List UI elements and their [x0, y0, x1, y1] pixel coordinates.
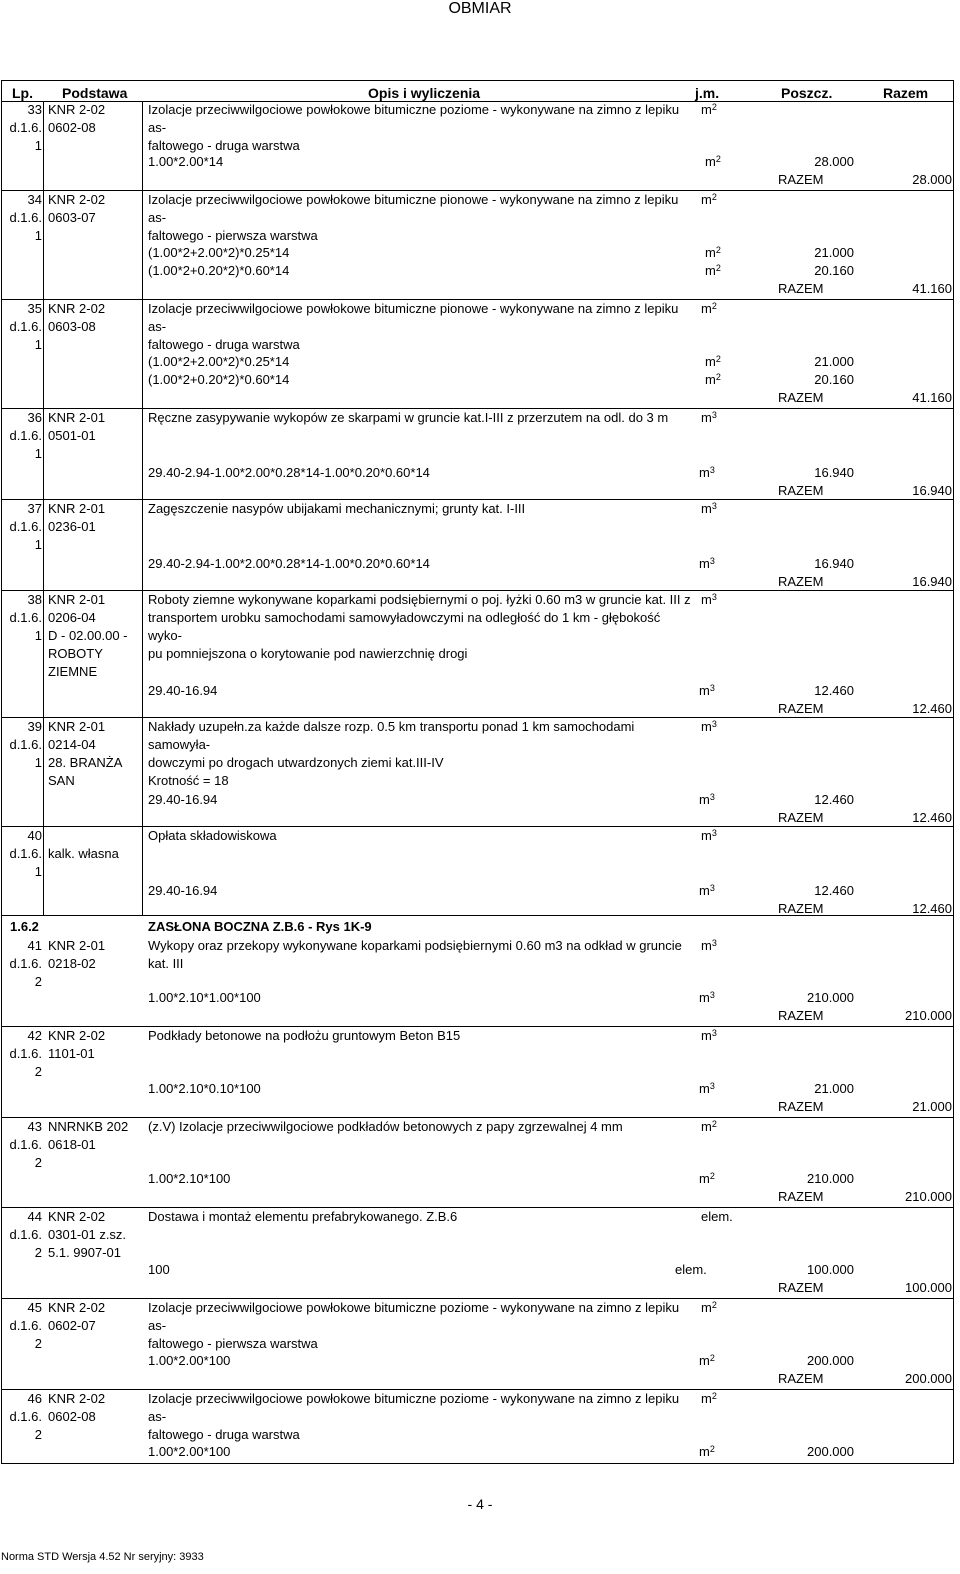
lp-line: 1 [34, 537, 42, 552]
basis-line: KNR 2-01 [48, 501, 106, 516]
row-divider [2, 915, 953, 916]
calc-unit-exponent: 3 [709, 990, 715, 1000]
razem-label: RAZEM [778, 1189, 824, 1204]
basis-line: 0602-08 [48, 120, 96, 135]
basis-line: KNR 2-01 [48, 719, 106, 734]
lp-line: 46 [27, 1391, 42, 1406]
unit-exponent: 2 [711, 1300, 717, 1310]
basis-line: 28. BRANŻA [48, 755, 123, 770]
page-title: OBMIAR [448, 0, 512, 17]
lp-line: d.1.6. [9, 1046, 42, 1061]
calc-value: 21.000 [814, 245, 854, 260]
basis-line: KNR 2-02 [48, 301, 106, 316]
calc-unit-exponent: 2 [709, 1444, 715, 1454]
unit-text: m [701, 938, 712, 953]
calc-expression: 29.40-16.94 [148, 792, 218, 807]
calc-value: 20.160 [814, 372, 854, 387]
calc-unit-text: m [699, 465, 710, 480]
item-basis [48, 1390, 138, 1426]
header-razem: Razem [883, 85, 929, 101]
calc-expression: 1.00*2.00*14 [148, 154, 224, 169]
header-podstawa: Podstawa [62, 85, 128, 101]
basis-line: 0206-04 [48, 610, 96, 625]
basis-line: KNR 2-01 [48, 410, 106, 425]
basis-line: 0236-01 [48, 519, 96, 534]
description-line: Zagęszczenie nasypów ubijakami mechanicznymi; grunty kat. I-III [148, 501, 526, 516]
calc-expression: 1.00*2.00*100 [148, 1353, 231, 1368]
lp-line: 2 [34, 1064, 42, 1079]
item-description [148, 500, 696, 518]
calc-unit-text: m [699, 1444, 710, 1459]
basis-line: KNR 2-02 [48, 1300, 106, 1315]
lp-line: 36 [27, 410, 42, 425]
calc-expression: 1.00*2.10*0.10*100 [148, 1081, 261, 1096]
calc-unit-exponent: 2 [709, 1171, 715, 1181]
header-poszcz: Poszcz. [781, 85, 833, 101]
item-unit [701, 191, 717, 209]
unit-exponent: 2 [711, 301, 717, 311]
item-description [148, 1299, 696, 1353]
razem-value: 100.000 [905, 1280, 952, 1295]
description-line: (z.V) Izolacje przeciwwilgociowe podkładów betonowych z papy zgrzewalnej 4 mm [148, 1119, 623, 1134]
razem-label: RAZEM [778, 281, 824, 296]
item-lp [2, 409, 42, 463]
row-divider [2, 190, 953, 191]
basis-line: 0602-07 [48, 1318, 96, 1333]
row-divider [2, 826, 953, 827]
calc-unit-exponent: 3 [709, 792, 715, 802]
unit-exponent: 3 [711, 501, 717, 511]
item-basis [48, 718, 138, 790]
basis-line: SAN [48, 773, 75, 788]
col-divider-podstawa [142, 101, 143, 916]
measurement-table [1, 80, 954, 1464]
unit-text: m [701, 1119, 712, 1134]
item-basis [48, 409, 138, 445]
lp-line: d.1.6. [9, 428, 42, 443]
description-line: Izolacje przeciwwilgociowe powłokowe bitumiczne poziome - wykonywane na zimno z lepiku as- [148, 1300, 680, 1333]
description-line: Nakłady uzupełn.za każde dalsze rozp. 0.5 km transportu ponad 1 km samochodami samowyła- [148, 719, 635, 752]
lp-line: 2 [34, 1155, 42, 1170]
calc-unit-text: m [699, 683, 710, 698]
item-description [148, 827, 696, 845]
basis-line: kalk. własna [48, 846, 119, 861]
item-description [148, 191, 696, 245]
basis-line: 1101-01 [48, 1046, 95, 1061]
calc-value: 21.000 [814, 1081, 854, 1096]
razem-value: 12.460 [912, 810, 952, 825]
calc-expression: 100 [148, 1262, 170, 1277]
item-description [148, 718, 696, 790]
calc-unit-text: m [699, 990, 710, 1005]
razem-value: 12.460 [912, 701, 952, 716]
item-lp [2, 1027, 42, 1081]
razem-label: RAZEM [778, 701, 824, 716]
unit-text: m [701, 501, 712, 516]
lp-line: 1 [34, 228, 42, 243]
lp-line: d.1.6. [9, 610, 42, 625]
calc-unit-text: m [705, 354, 716, 369]
lp-line: d.1.6. [9, 319, 42, 334]
basis-line [48, 827, 138, 845]
lp-line: 38 [27, 592, 42, 607]
calc-expression: 1.00*2.10*1.00*100 [148, 990, 261, 1005]
razem-value: 21.000 [912, 1099, 952, 1114]
basis-line: KNR 2-01 [48, 592, 106, 607]
calc-expression: (1.00*2+2.00*2)*0.25*14 [148, 354, 290, 369]
description-line: transportem urobku samochodami samowyładowczymi na odległość do 1 km - głębokość wyko- [148, 610, 661, 643]
description-line: faltowego - pierwsza warstwa [148, 1336, 318, 1351]
lp-line: 2 [34, 1245, 42, 1260]
calc-expression: 29.40-2.94-1.00*2.00*0.28*14-1.00*0.20*0.60*14 [148, 465, 430, 480]
razem-value: 41.160 [912, 281, 952, 296]
description-line: Podkłady betonowe na podłożu gruntowym Beton B15 [148, 1028, 461, 1043]
item-basis [48, 1118, 138, 1154]
unit-exponent: 2 [711, 1391, 717, 1401]
razem-label: RAZEM [778, 390, 824, 405]
description-line: Opłata składowiskowa [148, 828, 277, 843]
basis-line: 0301-01 z.sz. [48, 1227, 127, 1242]
lp-line: 40 [27, 828, 42, 843]
item-basis [48, 101, 138, 137]
lp-line: 1 [34, 628, 42, 643]
description-line: Ręczne zasypywanie wykopów ze skarpami w gruncie kat.I-III z przerzutem na odl. do 3 m [148, 410, 669, 425]
lp-line: d.1.6. [9, 519, 42, 534]
calc-unit-text: m [705, 154, 716, 169]
section-number: 1.6.2 [10, 919, 39, 934]
unit-exponent: 3 [711, 828, 717, 838]
basis-line: 0501-01 [48, 428, 96, 443]
lp-line: 2 [34, 1336, 42, 1351]
item-unit [701, 827, 717, 845]
item-unit [701, 500, 717, 518]
calc-unit-text: m [699, 556, 710, 571]
item-description [148, 1027, 696, 1045]
basis-line: 0218-02 [48, 956, 96, 971]
header-opis: Opis i wyliczenia [368, 85, 481, 101]
calc-unit-text: elem. [675, 1262, 707, 1277]
unit-exponent: 2 [711, 192, 717, 202]
razem-label: RAZEM [778, 1280, 824, 1295]
col-divider-lp [43, 101, 44, 916]
item-unit [701, 101, 717, 119]
razem-label: RAZEM [778, 810, 824, 825]
calc-unit-text: m [699, 792, 710, 807]
item-description [148, 1390, 696, 1444]
unit-text: m [701, 410, 712, 425]
calc-unit-text: m [705, 263, 716, 278]
unit-text: m [701, 592, 712, 607]
item-unit [701, 1118, 717, 1136]
item-basis [48, 1299, 138, 1335]
razem-label: RAZEM [778, 1371, 824, 1386]
lp-line: 1 [34, 138, 42, 153]
calc-expression: 1.00*2.00*100 [148, 1444, 231, 1459]
item-lp [2, 300, 42, 354]
item-description [148, 1118, 696, 1136]
lp-line: d.1.6. [9, 120, 42, 135]
calc-value: 100.000 [807, 1262, 854, 1277]
lp-line: 2 [34, 1427, 42, 1442]
item-lp [2, 101, 42, 155]
razem-label: RAZEM [778, 574, 824, 589]
row-divider [2, 717, 953, 718]
item-basis [48, 827, 138, 863]
lp-line: 37 [27, 501, 42, 516]
description-line: Wykopy oraz przekopy wykonywane koparkami podsiębiernymi 0.60 m3 na odkład w gruncie [148, 938, 682, 953]
calc-value: 210.000 [807, 990, 854, 1005]
lp-line: 33 [27, 102, 42, 117]
razem-value: 200.000 [905, 1371, 952, 1386]
lp-line: 45 [27, 1300, 42, 1315]
basis-line: ROBOTY [48, 646, 103, 661]
item-unit [701, 937, 717, 955]
calc-expression: (1.00*2+0.20*2)*0.60*14 [148, 372, 290, 387]
calc-value: 16.940 [814, 556, 854, 571]
item-lp [2, 827, 42, 881]
item-lp [2, 1299, 42, 1353]
unit-text: m [701, 102, 712, 117]
razem-value: 41.160 [912, 390, 952, 405]
calc-unit-text: m [699, 1081, 710, 1096]
row-divider [2, 1117, 953, 1118]
calc-expression: 29.40-2.94-1.00*2.00*0.28*14-1.00*0.20*0.60*14 [148, 556, 430, 571]
row-divider [2, 299, 953, 300]
item-description [148, 300, 696, 354]
item-description [148, 591, 696, 663]
unit-text: m [701, 301, 712, 316]
unit-text: elem. [701, 1209, 733, 1224]
unit-text: m [701, 1391, 712, 1406]
description-line: Krotność = 18 [148, 773, 229, 788]
description-line: faltowego - druga warstwa [148, 138, 300, 153]
item-lp [2, 718, 42, 772]
basis-line: 0214-04 [48, 737, 96, 752]
row-divider [2, 1389, 953, 1390]
calc-unit-exponent: 3 [709, 556, 715, 566]
unit-exponent: 3 [711, 1028, 717, 1038]
item-lp [2, 1390, 42, 1444]
description-line: kat. III [148, 956, 184, 971]
item-lp [2, 937, 42, 991]
lp-line: 1 [34, 446, 42, 461]
calc-expression: (1.00*2+0.20*2)*0.60*14 [148, 263, 290, 278]
calc-unit-exponent: 2 [715, 372, 721, 382]
calc-expression: 1.00*2.10*100 [148, 1171, 231, 1186]
description-line: pu pomniejszona o korytowanie pod nawierzchnię drogi [148, 646, 468, 661]
unit-text: m [701, 192, 712, 207]
row-divider [2, 408, 953, 409]
basis-line: ZIEMNE [48, 664, 98, 679]
item-description [148, 409, 696, 427]
lp-line: d.1.6. [9, 846, 42, 861]
razem-label: RAZEM [778, 1008, 824, 1023]
item-unit [701, 1027, 717, 1045]
item-basis [48, 1027, 138, 1063]
description-line: faltowego - pierwsza warstwa [148, 228, 318, 243]
lp-line: 41 [27, 938, 42, 953]
description-line: dowczymi po drogach utwardzonych ziemi kat.III-IV [148, 755, 444, 770]
basis-line: 0603-08 [48, 319, 96, 334]
razem-value: 16.940 [912, 574, 952, 589]
calc-unit-exponent: 3 [709, 883, 715, 893]
description-line: Dostawa i montaż elementu prefabrykowanego. Z.B.6 [148, 1209, 458, 1224]
calc-unit-text: m [699, 883, 710, 898]
description-line: Roboty ziemne wykonywane koparkami podsiębiernymi o poj. łyżki 0.60 m3 w gruncie kat. III z [148, 592, 691, 607]
calc-value: 200.000 [807, 1353, 854, 1368]
header-jm: j.m. [695, 85, 720, 101]
footer-note: Norma STD Wersja 4.52 Nr seryjny: 3933 [1, 1551, 204, 1563]
basis-line: 5.1. 9907-01 [48, 1245, 122, 1260]
basis-line: KNR 2-02 [48, 102, 106, 117]
razem-label: RAZEM [778, 1099, 824, 1114]
item-unit [701, 1208, 733, 1226]
lp-line: 34 [27, 192, 42, 207]
unit-text: m [701, 1300, 712, 1315]
calc-expression: 29.40-16.94 [148, 683, 218, 698]
calc-unit-exponent: 2 [709, 1353, 715, 1363]
item-description [148, 1208, 696, 1226]
calc-value: 12.460 [814, 883, 854, 898]
unit-exponent: 3 [711, 592, 717, 602]
calc-unit-text: m [699, 1353, 710, 1368]
unit-text: m [701, 719, 712, 734]
lp-line: d.1.6. [9, 737, 42, 752]
item-basis [48, 191, 138, 227]
lp-line: d.1.6. [9, 1137, 42, 1152]
lp-line: d.1.6. [9, 1409, 42, 1424]
razem-value: 16.940 [912, 483, 952, 498]
basis-line: 0618-01 [48, 1137, 96, 1152]
item-lp [2, 1208, 42, 1262]
calc-value: 16.940 [814, 465, 854, 480]
unit-text: m [701, 1028, 712, 1043]
calc-unit-text: m [705, 245, 716, 260]
calc-value: 210.000 [807, 1171, 854, 1186]
item-basis [48, 937, 138, 973]
lp-line: d.1.6. [9, 956, 42, 971]
row-divider [2, 1207, 953, 1208]
item-description [148, 101, 696, 155]
lp-line: 1 [34, 864, 42, 879]
razem-label: RAZEM [778, 483, 824, 498]
calc-value: 28.000 [814, 154, 854, 169]
calc-value: 12.460 [814, 792, 854, 807]
page-number: - 4 - [467, 1496, 493, 1512]
description-line: Izolacje przeciwwilgociowe powłokowe bitumiczne pionowe - wykonywane na zimno z lepiku as- [148, 301, 679, 334]
item-lp [2, 191, 42, 245]
description-line: Izolacje przeciwwilgociowe powłokowe bitumiczne poziome - wykonywane na zimno z lepiku as- [148, 102, 680, 135]
description-line: faltowego - druga warstwa [148, 337, 300, 352]
lp-line: 2 [34, 974, 42, 989]
calc-value: 200.000 [807, 1444, 854, 1459]
razem-label: RAZEM [778, 901, 824, 916]
basis-line: KNR 2-02 [48, 192, 106, 207]
calc-unit-exponent: 2 [715, 154, 721, 164]
razem-value: 12.460 [912, 901, 952, 916]
calc-expression: (1.00*2+2.00*2)*0.25*14 [148, 245, 290, 260]
item-lp [2, 591, 42, 645]
unit-exponent: 2 [711, 1119, 717, 1129]
item-unit [701, 718, 717, 736]
basis-line: KNR 2-02 [48, 1209, 106, 1224]
item-basis [48, 1208, 138, 1262]
lp-line: 1 [34, 337, 42, 352]
calc-unit-exponent: 2 [715, 245, 721, 255]
description-line: faltowego - druga warstwa [148, 1427, 300, 1442]
unit-exponent: 3 [711, 938, 717, 948]
row-divider [2, 1026, 953, 1027]
basis-line: 0602-08 [48, 1409, 96, 1424]
basis-line: NNRNKB 202 [48, 1119, 129, 1134]
item-description [148, 937, 696, 973]
lp-line: 43 [27, 1119, 42, 1134]
row-divider [2, 499, 953, 500]
item-lp [2, 500, 42, 554]
calc-unit-exponent: 2 [715, 354, 721, 364]
unit-exponent: 3 [711, 410, 717, 420]
section-title: ZASŁONA BOCZNA Z.B.6 - Rys 1K-9 [148, 919, 372, 934]
lp-line: d.1.6. [9, 1318, 42, 1333]
lp-line: 44 [27, 1209, 42, 1224]
calc-unit-exponent: 3 [709, 465, 715, 475]
header-lp: Lp. [12, 85, 33, 101]
basis-line: KNR 2-02 [48, 1028, 106, 1043]
razem-label: RAZEM [778, 172, 824, 187]
calc-unit-text: m [705, 372, 716, 387]
item-unit [701, 300, 717, 318]
basis-line: KNR 2-01 [48, 938, 106, 953]
calc-value: 12.460 [814, 683, 854, 698]
basis-line: D - 02.00.00 - [48, 628, 128, 643]
row-divider [2, 590, 953, 591]
item-basis [48, 591, 138, 681]
item-unit [701, 1390, 717, 1408]
row-divider [2, 1298, 953, 1299]
razem-value: 210.000 [905, 1189, 952, 1204]
lp-line: d.1.6. [9, 210, 42, 225]
calc-value: 20.160 [814, 263, 854, 278]
item-lp [2, 1118, 42, 1172]
item-unit [701, 591, 717, 609]
calc-unit-exponent: 3 [709, 683, 715, 693]
unit-exponent: 2 [711, 102, 717, 112]
description-line: Izolacje przeciwwilgociowe powłokowe bitumiczne poziome - wykonywane na zimno z lepiku as- [148, 1391, 680, 1424]
item-basis [48, 500, 138, 536]
description-line: Izolacje przeciwwilgociowe powłokowe bitumiczne pionowe - wykonywane na zimno z lepiku as- [148, 192, 679, 225]
item-unit [701, 409, 717, 427]
calc-expression: 29.40-16.94 [148, 883, 218, 898]
unit-exponent: 3 [711, 719, 717, 729]
lp-line: 35 [27, 301, 42, 316]
razem-value: 210.000 [905, 1008, 952, 1023]
calc-unit-exponent: 2 [715, 263, 721, 273]
calc-value: 21.000 [814, 354, 854, 369]
razem-value: 28.000 [912, 172, 952, 187]
unit-text: m [701, 828, 712, 843]
calc-unit-text: m [699, 1171, 710, 1186]
basis-line: 0603-07 [48, 210, 96, 225]
lp-line: 39 [27, 719, 42, 734]
item-basis [48, 300, 138, 336]
calc-unit-exponent: 3 [709, 1081, 715, 1091]
lp-line: d.1.6. [9, 1227, 42, 1242]
item-unit [701, 1299, 717, 1317]
lp-line: 42 [27, 1028, 42, 1043]
basis-line: KNR 2-02 [48, 1391, 106, 1406]
lp-line: 1 [34, 755, 42, 770]
